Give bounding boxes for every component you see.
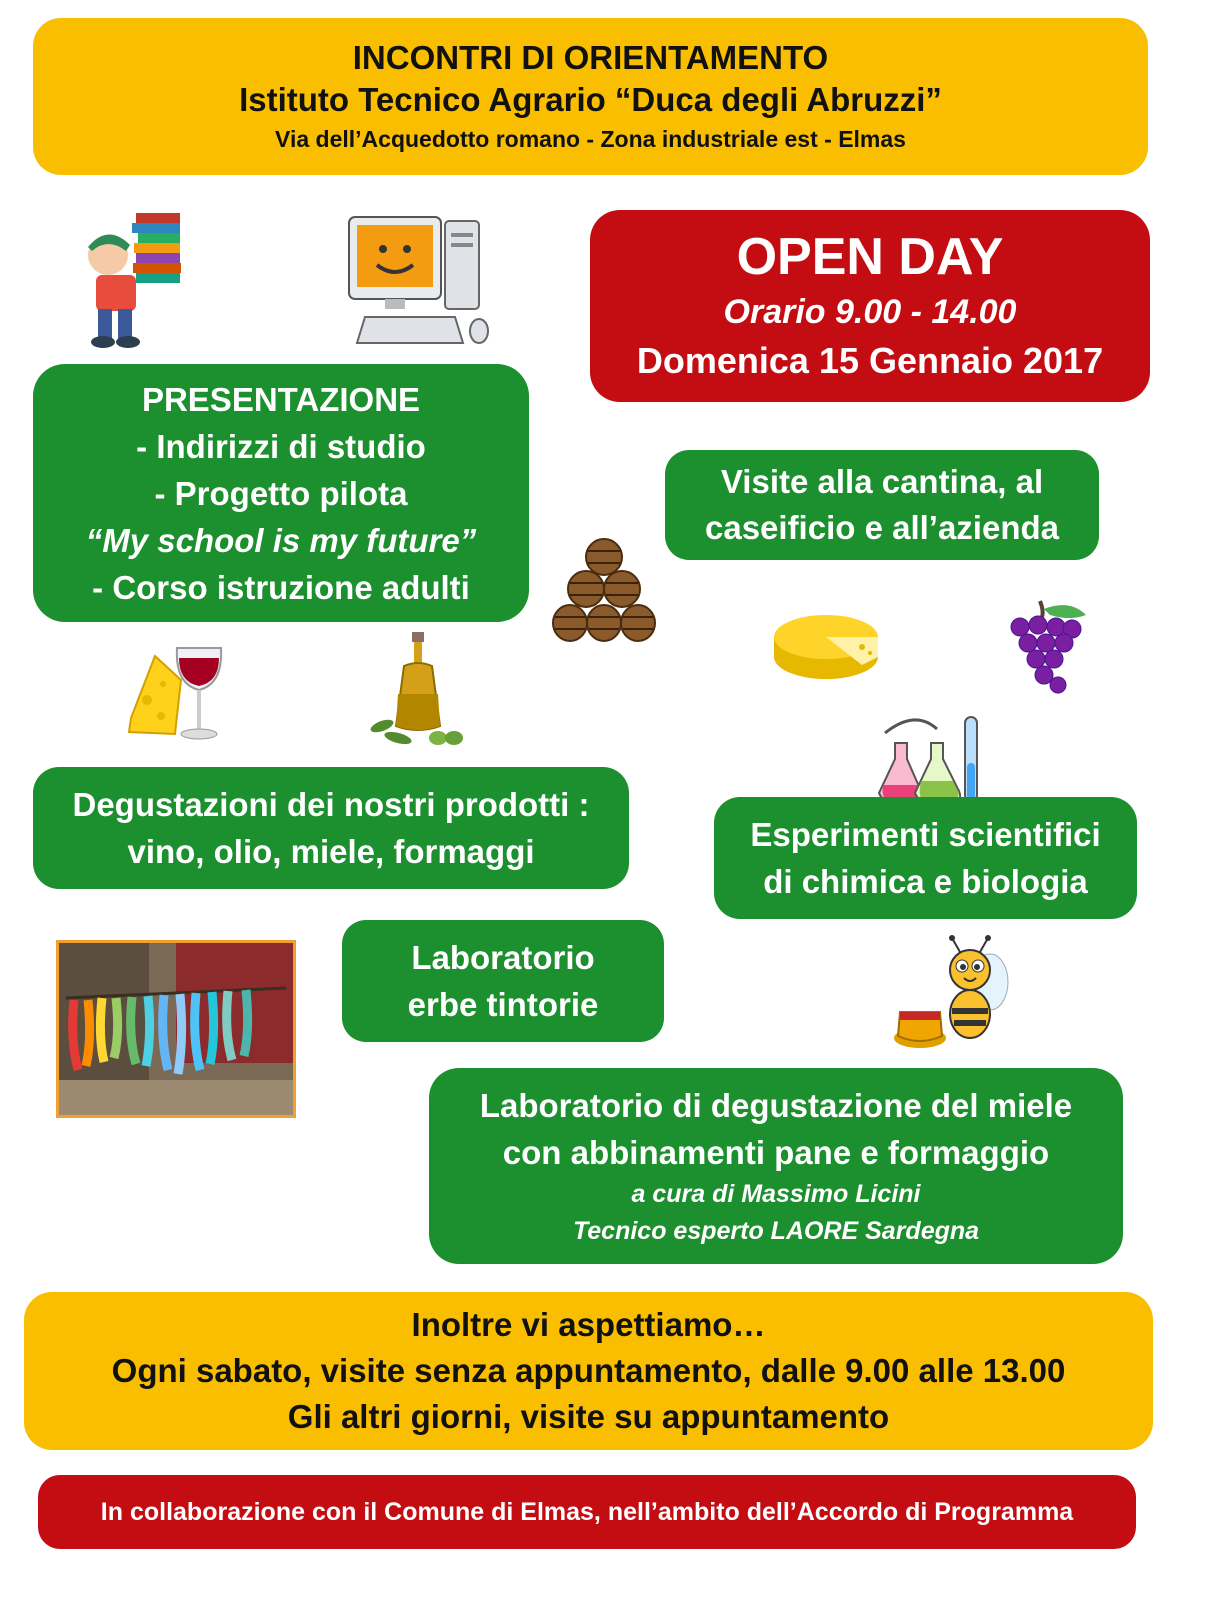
esperimenti-line-1: Esperimenti scientifici xyxy=(750,816,1101,853)
open-day-title: OPEN DAY xyxy=(736,228,1004,286)
degustazioni-line-1: Degustazioni dei nostri prodotti : xyxy=(72,786,590,823)
degustazioni-box xyxy=(33,767,629,889)
footer-box xyxy=(38,1475,1136,1549)
degustazioni-line-2: vino, olio, miele, formaggi xyxy=(127,833,535,870)
student-with-books-icon xyxy=(78,205,203,350)
presentazione-item-corso: - Corso istruzione adulti xyxy=(92,568,470,606)
laboratorio-erbe-box xyxy=(342,920,664,1042)
computer-icon xyxy=(345,213,495,351)
barrels-icon xyxy=(552,537,656,659)
footer-text: In collaborazione con il Comune di Elmas, nell’ambito dell’Accordo di Programma xyxy=(100,1498,1074,1526)
presentazione-item-indirizzi: - Indirizzi di studio xyxy=(136,427,426,465)
open-day-hours: Orario 9.00 - 14.00 xyxy=(723,293,1017,331)
school-name: Istituto Tecnico Agrario “Duca degli Abruzzi” xyxy=(239,80,942,118)
visite-line-2: caseificio e all’azienda xyxy=(704,509,1059,546)
inoltre-title: Inoltre vi aspettiamo… xyxy=(411,1306,766,1343)
open-day-date: Domenica 15 Gennaio 2017 xyxy=(636,340,1104,381)
header-box xyxy=(33,18,1148,175)
inoltre-line-1: Ogni sabato, visite senza appuntamento, dalle 9.00 alle 13.00 xyxy=(111,1352,1066,1389)
cheese-wine-icon xyxy=(125,640,230,745)
olive-oil-icon xyxy=(368,630,468,750)
visite-line-1: Visite alla cantina, al xyxy=(720,463,1044,500)
school-address: Via dell’Acquedotto romano - Zona industriale est - Elmas xyxy=(275,125,906,152)
presentazione-box xyxy=(33,364,529,622)
presentazione-motto: “My school is my future” xyxy=(85,521,477,559)
bee-honey-icon xyxy=(886,934,1014,1054)
laboratorio-miele-line-1: Laboratorio di degustazione del miele xyxy=(479,1087,1073,1124)
open-day-box xyxy=(590,210,1150,402)
header-title: INCONTRI DI ORIENTAMENTO xyxy=(352,38,829,76)
laboratorio-erbe-line-1: Laboratorio xyxy=(411,939,595,976)
inoltre-box xyxy=(24,1292,1153,1450)
presentazione-title: PRESENTAZIONE xyxy=(141,380,421,418)
esperimenti-line-2: di chimica e biologia xyxy=(763,863,1088,900)
laboratorio-erbe-line-2: erbe tintorie xyxy=(407,986,599,1023)
cheese-wheel-icon xyxy=(770,607,886,685)
laboratorio-miele-role: Tecnico esperto LAORE Sardegna xyxy=(572,1217,980,1245)
laboratorio-miele-box xyxy=(429,1068,1123,1264)
lab-flasks-icon xyxy=(875,713,987,809)
dyed-wool-photo xyxy=(56,940,296,1118)
esperimenti-box xyxy=(714,797,1137,919)
laboratorio-miele-curator: a cura di Massimo Licini xyxy=(631,1180,921,1208)
inoltre-line-2: Gli altri giorni, visite su appuntamento xyxy=(287,1398,890,1435)
presentazione-item-progetto: - Progetto pilota xyxy=(154,474,408,512)
laboratorio-miele-line-2: con abbinamenti pane e formaggio xyxy=(502,1134,1050,1171)
visite-box xyxy=(665,450,1099,560)
grapes-icon xyxy=(1000,597,1092,699)
